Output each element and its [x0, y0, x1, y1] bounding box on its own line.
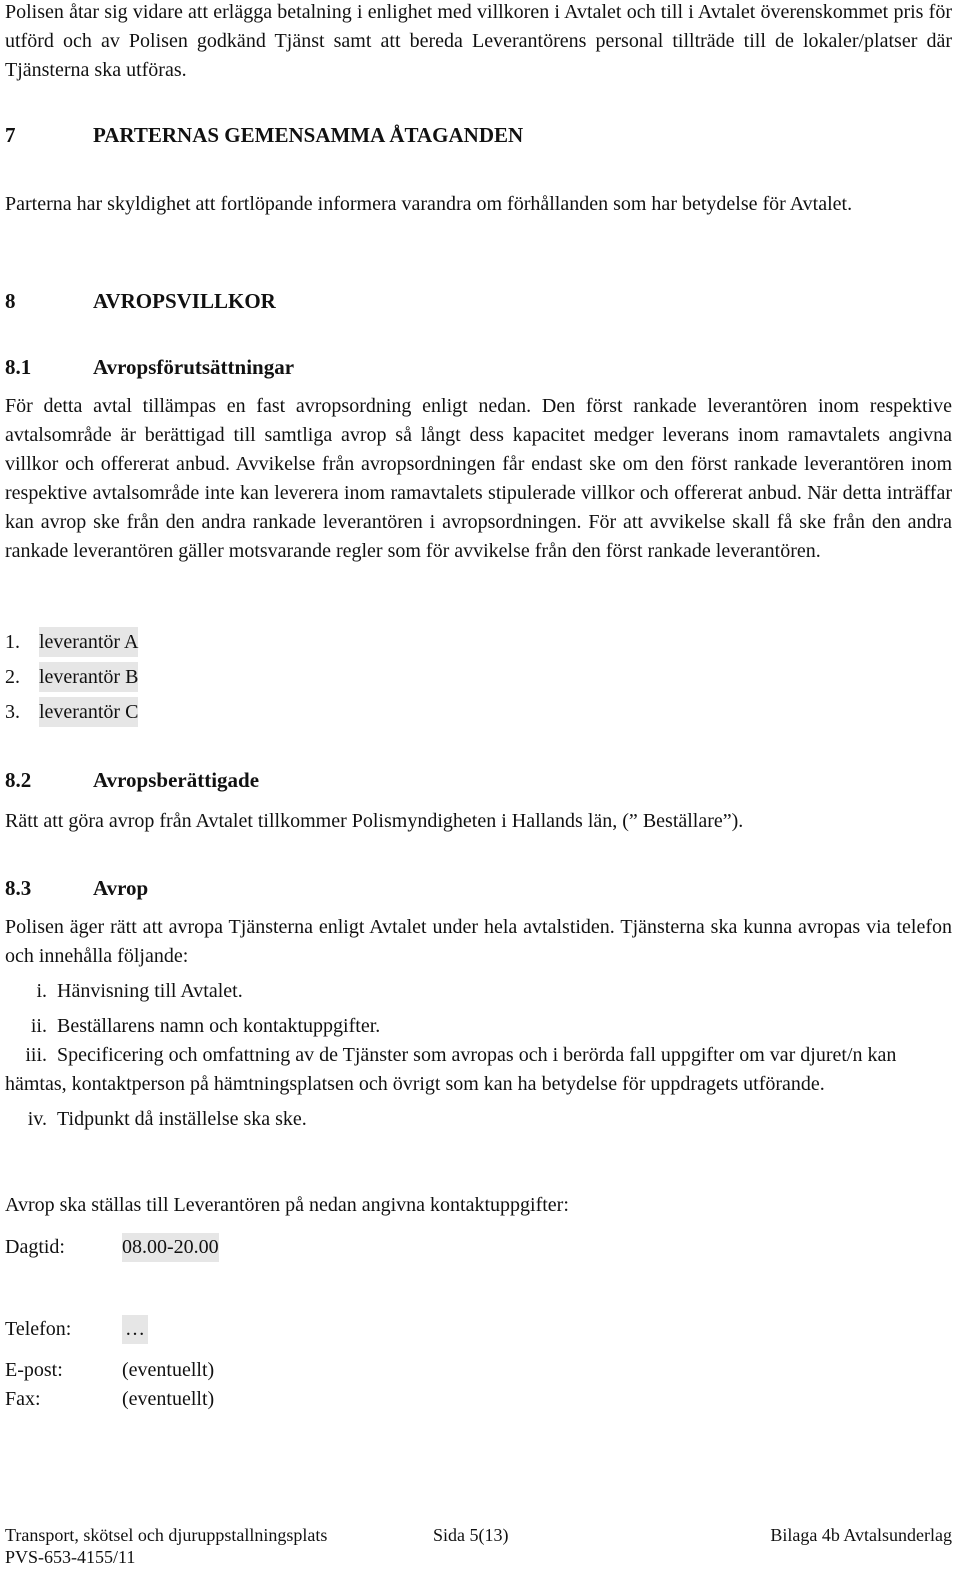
section-8-1-text: För detta avtal tillämpas en fast avropsordning enligt nedan. Den först rankade leverantören inom respektive avtalsområde är berättigad till samtliga avrop så långt dess kapacitet medger leverans inom ramavtalets angivna villkor och offererat anbud. Avvikelse från avropsordningen får endast ske om den först rankade leverantören inom respektive avtalsområde inte kan leverera inom ramavtalets stipulerade villkor och offererat anbud. När detta inträffar kan avrop ske från den andra rankade leverantören i avropsordningen. För att avvikelse skall få ske från den andra rankade leverantören gäller motsvarande regler som för avvikelse från den först rankade leverantören. [5, 395, 952, 562]
telefon-label: Telefon: [5, 1318, 72, 1340]
order-requirements-list [5, 977, 952, 1134]
ranking-list [5, 627, 952, 727]
contact-intro: Avrop ska ställas till Leverantören på nedan angivna kontaktuppgifter: [5, 1194, 569, 1216]
list-item [5, 1012, 952, 1041]
list-number: ii. [30, 1015, 47, 1037]
fax-value: (eventuellt) [122, 1388, 215, 1410]
section-title: AVROPSVILLKOR [93, 289, 276, 313]
list-label: leverantör A [39, 627, 138, 657]
section-8-1-heading [5, 353, 952, 381]
list-number: i. [36, 980, 47, 1002]
epost-value: (eventuellt) [122, 1359, 215, 1381]
section-7-text: Parterna har skyldighet att fortlöpande informera varandra om förhållanden som har betydelse för Avtalet. [5, 193, 853, 215]
section-number: 8.2 [5, 768, 32, 792]
list-label: leverantör B [39, 662, 138, 692]
section-number: 8.3 [5, 876, 32, 900]
list-label: leverantör C [39, 697, 138, 727]
list-number: iii. [25, 1044, 47, 1066]
section-number: 8 [5, 289, 16, 313]
list-number: 1. [5, 631, 20, 653]
list-item [5, 1041, 952, 1099]
section-title: Avropsberättigade [93, 768, 260, 792]
dagtid-row [5, 1233, 952, 1262]
section-8-2-text: Rätt att göra avrop från Avtalet tillkommer Polismyndigheten i Hallands län, (” Beställare”). [5, 810, 744, 832]
footer-appendix: Bilaga 4b Avtalsunderlag [770, 1525, 952, 1545]
list-number: 2. [5, 666, 20, 688]
epost-label: E-post: [5, 1359, 63, 1381]
footer-reference: PVS-653-4155/11 [5, 1547, 136, 1567]
fax-label: Fax: [5, 1388, 41, 1410]
page-footer [5, 1524, 952, 1568]
dagtid-value: 08.00-20.00 [122, 1233, 219, 1262]
footer-title: Transport, skötsel och djuruppstallningsplats [5, 1525, 328, 1545]
list-text: Hänvisning till Avtalet. [57, 980, 243, 1002]
list-number: iv. [27, 1108, 47, 1130]
list-item [5, 662, 952, 692]
section-number: 7 [5, 123, 16, 147]
section-number: 8.1 [5, 355, 32, 379]
list-item [5, 627, 952, 657]
section-title: PARTERNAS GEMENSAMMA ÅTAGANDEN [93, 123, 524, 147]
section-8-3-heading [5, 874, 952, 902]
list-text: Tidpunkt då inställelse ska ske. [57, 1108, 307, 1130]
list-text: Specificering och omfattning av de Tjänster som avropas och i berörda fall uppgifter om var djuret/n kan hämtas, kontaktperson på hämtningsplatsen och övrigt som kan ha betydelse för uppdragets utförande. [5, 1044, 897, 1095]
epost-row [5, 1356, 952, 1385]
telefon-value: … [122, 1315, 148, 1344]
dagtid-label: Dagtid: [5, 1236, 65, 1258]
section-7-heading [5, 121, 952, 149]
list-item [5, 977, 952, 1006]
section-8-3-text: Polisen äger rätt att avropa Tjänsterna enligt Avtalet under hela avtalstiden. Tjänsterna ska kunna avropas via telefon och innehålla följande: [5, 916, 952, 967]
fax-row [5, 1385, 952, 1414]
section-title: Avropsförutsättningar [93, 355, 295, 379]
list-item [5, 697, 952, 727]
section-8-heading [5, 287, 952, 315]
telefon-row [5, 1315, 952, 1344]
list-item [5, 1105, 952, 1134]
section-title: Avrop [93, 876, 149, 900]
footer-page-number: Sida 5(13) [433, 1525, 509, 1545]
list-number: 3. [5, 701, 20, 723]
section-8-2-heading [5, 766, 952, 794]
list-text: Beställarens namn och kontaktuppgifter. [57, 1015, 381, 1037]
intro-paragraph: Polisen åtar sig vidare att erlägga betalning i enlighet med villkoren i Avtalet och till i Avtalet överenskommet pris för utförd och av Polisen godkänd Tjänst samt att bereda Leverantörens personal tillträde till de lokaler/platser där Tjänsterna ska utföras. [5, 1, 952, 81]
